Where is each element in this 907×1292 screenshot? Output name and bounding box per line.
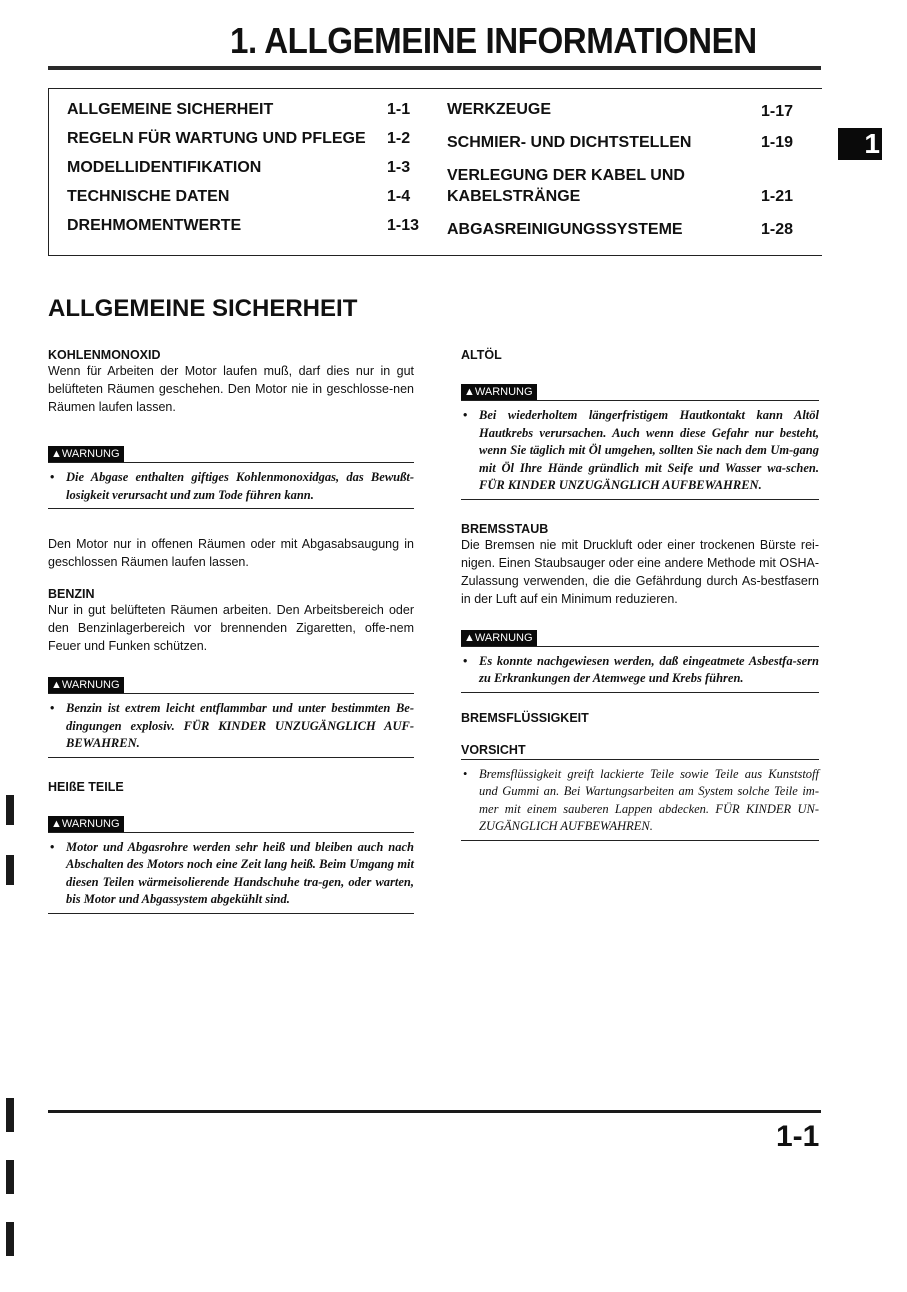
- text-abgasabsaugung: Den Motor nur in offenen Räumen oder mit Abgasabsaugung in geschlossen Räumen laufen lassen.: [48, 537, 414, 569]
- bullet-icon: •: [50, 470, 55, 484]
- warning-header: [461, 630, 819, 647]
- scan-mark: [6, 855, 14, 885]
- heading-bremsfluessigkeit: BREMSFLÜSSIGKEIT: [461, 710, 589, 725]
- text-benzin: Nur in gut belüfteten Räumen arbeiten. Den Arbeitsbereich oder den Benzinlagerbereich vor brennenden Zigaretten, offe-nem Feuer und Funken schützen.: [48, 603, 414, 653]
- heading-kohlenmonoxid: KOHLENMONOXID: [48, 348, 161, 362]
- warning-label: ▲WARNUNG: [461, 630, 537, 646]
- toc-item-technische-daten[interactable]: TECHNISCHE DATEN: [67, 188, 230, 205]
- bullet-icon: •: [50, 839, 55, 854]
- chapter-tab-badge: 1: [838, 128, 882, 160]
- toc-page: 1-28: [761, 221, 794, 238]
- chapter-title: 1. ALLGEMEINE INFORMATIONEN: [230, 20, 757, 61]
- table-of-contents: [48, 88, 822, 256]
- warning-label: ▲WARNUNG: [48, 677, 124, 693]
- heading-bremsstaub: BREMSSTAUB: [461, 521, 549, 536]
- toc-page: 1-13: [387, 217, 420, 234]
- warning-benzin: [48, 694, 414, 758]
- footer-rule: [48, 1110, 821, 1113]
- toc-item-werkzeuge[interactable]: WERKZEUGE: [447, 101, 551, 118]
- text-kohlenmonoxid: Wenn für Arbeiten der Motor laufen muß, darf dies nur in gut belüfteten Räumen geschehen. Den Motor nie in geschlosse-nen Räumen laufen lassen.: [48, 364, 414, 414]
- toc-item-drehmomentwerte[interactable]: DREHMOMENTWERTE: [67, 217, 242, 234]
- toc-page: 1-4: [387, 188, 411, 205]
- page-number: 1-1: [776, 1120, 820, 1153]
- toc-page: 1-1: [387, 101, 411, 118]
- heading-benzin: BENZIN: [48, 587, 95, 601]
- toc-page: 1-21: [761, 188, 794, 205]
- warning-text: Es konnte nachgewiesen werden, daß eingeatmete Asbestfa-sern zu Erkrankungen der Atemwege und Krebs führen.: [479, 653, 819, 685]
- scan-mark: [6, 1098, 14, 1132]
- right-column: [461, 348, 819, 841]
- warning-bremsstaub: [461, 647, 819, 693]
- heading-heisse-teile: HEIßE TEILE: [48, 779, 124, 794]
- warning-text: Bei wiederholtem längerfristigem Hautkontakt kann Altöl Hautkrebs verursachen. Auch wenn diese Gefahr nur besteht, wenn Sie täglich mit Öl umgehen, sollten Sie nach dem Um-gang mit Öl Ihre Hände gründlich mit Seife und Wasser wa-schen. FÜR KINDER UNZUGÄNGLICH AUFBEWAHREN.: [479, 408, 819, 492]
- header-rule: [48, 66, 821, 70]
- toc-item-verlegung[interactable]: VERLEGUNG DER KABEL UND: [447, 167, 685, 184]
- warning-label: ▲WARNUNG: [461, 384, 537, 400]
- bullet-icon: •: [463, 766, 468, 781]
- caution-text: Bremsflüssigkeit greift lackierte Teile sowie Teile aus Kunststoff und Gummi an. Bei Wartungsarbeiten am System solche Teile im-mer mit einem sauberen Lappen abdecken. FÜR KINDER UN-ZUGÄNGLICH AUFBEWAHREN.: [479, 766, 819, 833]
- toc-page: 1-3: [387, 159, 411, 176]
- warning-header: [461, 384, 819, 401]
- left-column: [48, 348, 414, 914]
- warning-header: [48, 677, 414, 694]
- heading-altoel: ALTÖL: [461, 348, 502, 362]
- toc-item-allgemeine-sicherheit[interactable]: ALLGEMEINE SICHERHEIT: [67, 101, 274, 118]
- warning-header: [48, 446, 414, 463]
- toc-page: 1-17: [761, 103, 794, 120]
- warning-label: ▲WARNUNG: [48, 816, 124, 832]
- scan-mark: [6, 1222, 14, 1256]
- warning-text: Die Abgase enthalten giftiges Kohlenmonoxidgas, das Bewußt-losigkeit verursacht und zum Tode führen kann.: [66, 470, 414, 502]
- caution-bremsfluessigkeit: [461, 760, 819, 841]
- toc-item-schmierstellen[interactable]: SCHMIER- UND DICHTSTELLEN: [447, 134, 692, 151]
- scan-mark: [6, 1160, 14, 1194]
- warning-kohlenmonoxid: [48, 463, 414, 509]
- toc-item-modellidentifikation[interactable]: MODELLIDENTIFIKATION: [67, 159, 262, 176]
- toc-item-abgasreinigung[interactable]: ABGASREINIGUNGSSYSTEME: [447, 221, 683, 238]
- section-title: ALLGEMEINE SICHERHEIT: [48, 295, 358, 322]
- bullet-icon: •: [463, 408, 468, 422]
- warning-text: Benzin ist extrem leicht entflammbar und unter bestimmten Be-dingungen explosiv. FÜR KINDER UNZUGÄNGLICH AUF-BEWAHREN.: [66, 701, 414, 750]
- bullet-icon: •: [50, 701, 55, 715]
- text-bremsstaub: Die Bremsen nie mit Druckluft oder einer trockenen Bürste rei-nigen. Einen Staubsauger oder eine andere Methode mit OSHA-Zulassung verwenden, die die Gefährdung durch As-bestfasern in der Luft auf ein Minimum reduzieren.: [461, 537, 819, 606]
- warning-label: ▲WARNUNG: [48, 446, 124, 462]
- bullet-icon: •: [463, 653, 468, 668]
- warning-header: [48, 816, 414, 833]
- toc-item-verlegung-line2[interactable]: KABELSTRÄNGE: [447, 188, 581, 205]
- warning-heisse-teile: [48, 833, 414, 914]
- toc-page: 1-19: [761, 134, 794, 151]
- toc-page: 1-2: [387, 130, 411, 147]
- warning-text: Motor und Abgasrohre werden sehr heiß und bleiben auch nach Abschalten des Motors noch eine Zeit lang heiß. Beim Umgang mit diesen Teilen wärmeisolierende Handschuhe tra-gen, oder warten, bis Motor und Abgassystem abgekühlt sind.: [66, 839, 414, 906]
- caution-label: VORSICHT: [461, 743, 819, 760]
- toc-item-regeln[interactable]: REGELN FÜR WARTUNG UND PFLEGE: [67, 130, 366, 147]
- scan-mark: [6, 795, 14, 825]
- warning-altoel: [461, 401, 819, 500]
